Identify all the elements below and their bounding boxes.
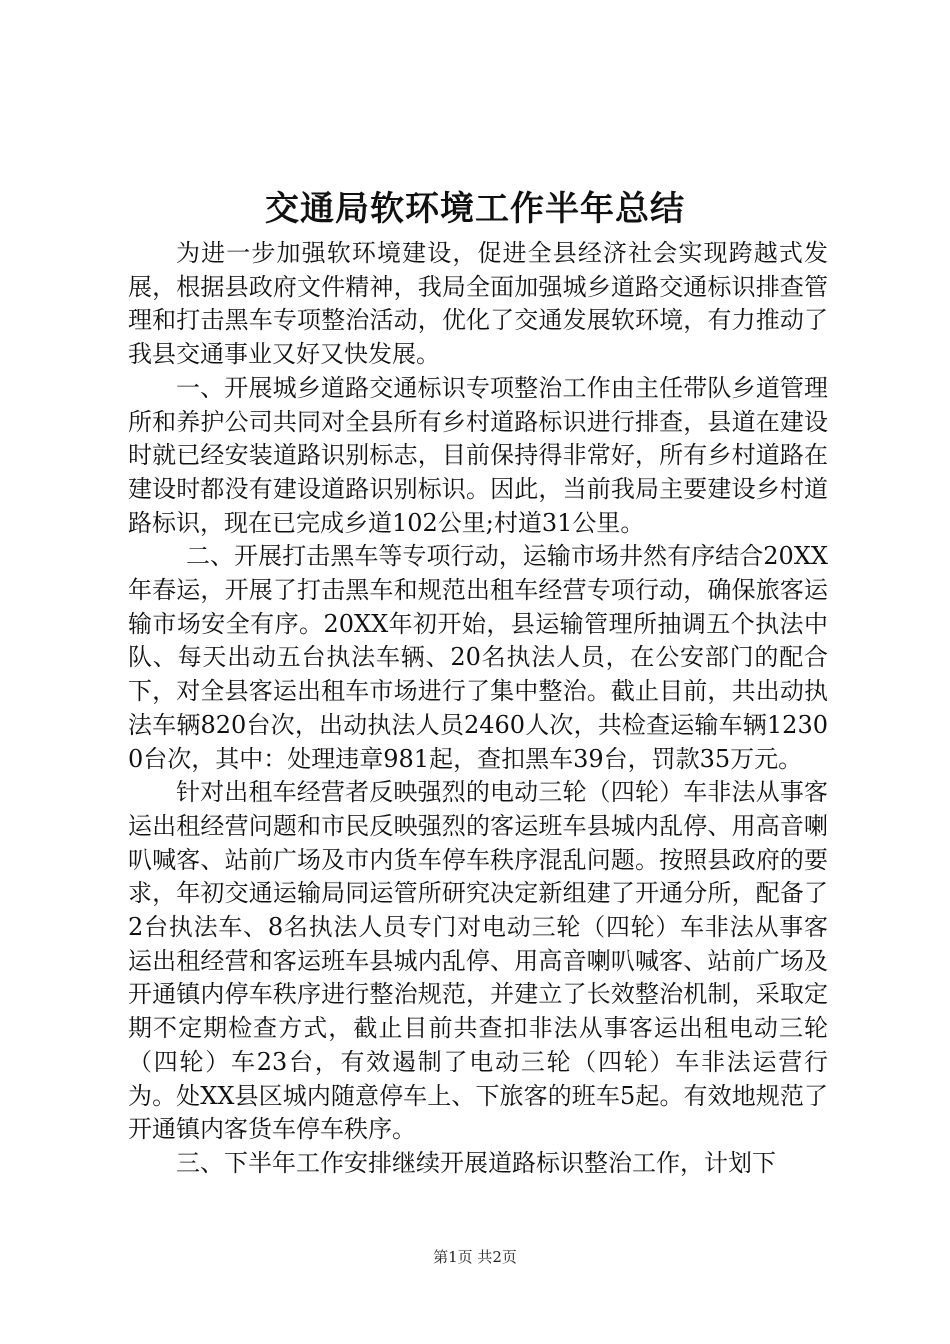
document-title: 交通局软环境工作半年总结 bbox=[265, 189, 685, 229]
document-body bbox=[128, 237, 828, 1181]
paragraph-intro: 为进一步加强软环境建设，促进全县经济社会实现跨越式发展，根据县政府文件精神，我局全面加强城乡道路交通标识排查管理和打击黑车专项整治活动，优化了交通发展软环境，有力推动了我县交通事业又好又快发展。 bbox=[128, 239, 828, 369]
paragraph-section-1: 一、开展城乡道路交通标识专项整治工作由主任带队乡道管理所和养护公司共同对全县所有乡村道路标识进行排查，县道在建设时就已经安装道路识别标志，目前保持得非常好，所有乡村道路在建设时都没有建设道路识别标识。因此，当前我局主要建设乡村道路标识，现在已完成乡道102公里;村道31公里。 bbox=[128, 373, 828, 537]
paragraph-section-3: 三、下半年工作安排继续开展道路标识整治工作，计划下 bbox=[176, 1148, 776, 1177]
paragraph-section-2: 二、开展打击黑车等专项行动，运输市场井然有序结合20XX年春运，开展了打击黑车和规范出租车经营专项行动，确保旅客运输市场安全有序。20XX年初开始，县运输管理所抽调五个执法中队、每天出动五台执法车辆、20名执法人员，在公安部门的配合下，对全县客运出租车市场进行了集中整治。截止目前，共出动执法车辆820台次，出动执法人员2460人次，共检查运输车辆12300台次，其中：处理违章981起，查扣黑车39台，罚款35万元。 bbox=[128, 542, 828, 773]
page-number-footer: 第1页 共2页 bbox=[433, 1248, 517, 1266]
paragraph-section-2-detail: 针对出租车经营者反映强烈的电动三轮（四轮）车非法从事客运出租经营问题和市民反映强烈的客运班车县城内乱停、用高音喇叭喊客、站前广场及市内货车停车秩序混乱问题。按照县政府的要求，年初交通运输局同运管所研究决定新组建了开通分所，配备了2台执法车、8名执法人员专门对电动三轮（四轮）车非法从事客运出租经营和客运班车县城内乱停、用高音喇叭喊客、站前广场及开通镇内停车秩序进行整治规范，并建立了长效整治机制，采取定期不定期检查方式，截止目前共查扣非法从事客运出租电动三轮（四轮）车23台，有效遏制了电动三轮（四轮）车非法运营行为。处XX县区城内随意停车上、下旅客的班车5起。有效地规范了开通镇内客货车停车秩序。 bbox=[128, 778, 828, 1144]
